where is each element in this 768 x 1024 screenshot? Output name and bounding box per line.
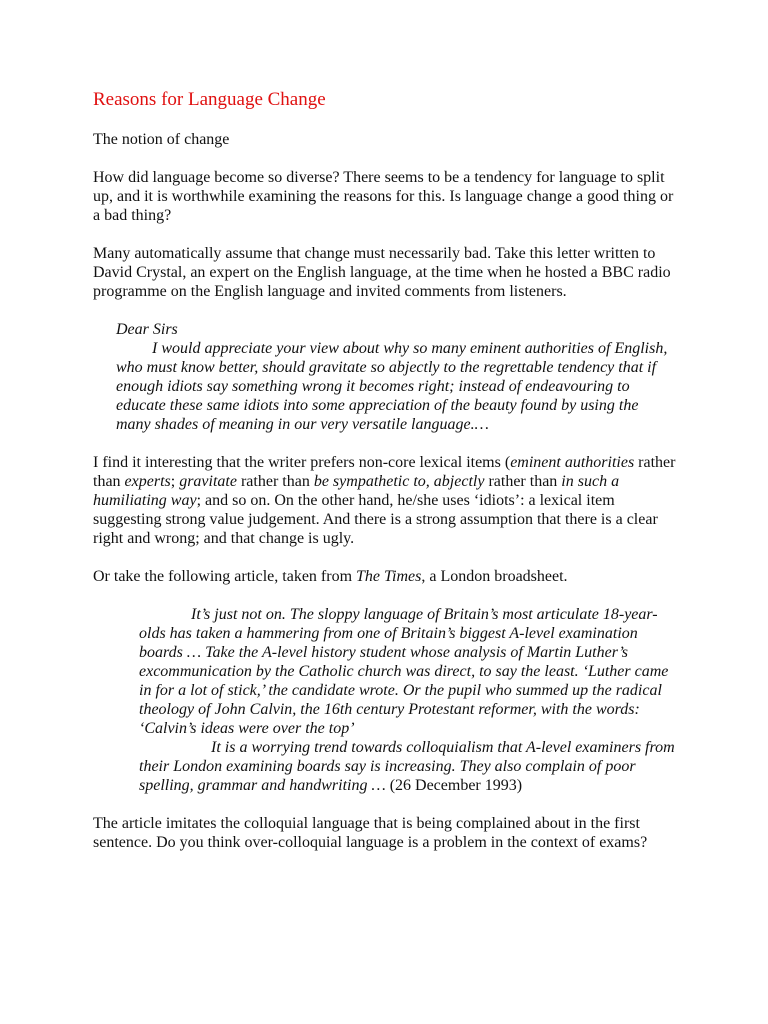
newspaper-name: The Times bbox=[356, 568, 422, 585]
letter-quote bbox=[116, 320, 676, 434]
analysis-italic: in such a humiliating way bbox=[93, 473, 620, 509]
analysis-italic: eminent authorities bbox=[510, 454, 635, 471]
article-text: It’s just not on. The sloppy language of Britain’s most articulate 18-year-olds has taken a hammering from one of Britain’s biggest A-level examination boards … Take the A-level history student whose analysis of Martin Luther’s excommunication by the Catholic church was direct, to say the least. ‘Luther came in for a lot of stick,’ the candidate wrote. Or the pupil who summed up the radical theology of John Calvin, the 16th century Protestant reformer, with the words: ‘Calvin’s ideas were over the top’ bbox=[139, 606, 669, 737]
letter-salutation: Dear Sirs bbox=[116, 321, 178, 338]
analysis-text: ; bbox=[170, 473, 180, 490]
analysis-text: rather than bbox=[484, 473, 562, 490]
article-intro-text: Or take the following article, taken from bbox=[93, 568, 357, 585]
analysis-text: rather than bbox=[236, 473, 314, 490]
analysis-text: I find it interesting that the writer prefers non-core lexical items ( bbox=[93, 454, 511, 471]
letter-body: I would appreciate your view about why so many eminent authorities of English, who must know better, should gravitate so abjectly to the regrettable tendency that if enough idiots say something wrong it becomes right; instead of endeavouring to educate these same idiots into some appreciation of the beauty found by using the many shades of meaning in our very versatile language.… bbox=[116, 340, 668, 433]
analysis-text: ; and so on. On the other hand, he/she uses ‘idiots’: a lexical item suggesting strong value judgement. And there is a strong assumption that there is a clear right and wrong; and that change is ugly. bbox=[93, 492, 658, 547]
paragraph-letter-context: Many automatically assume that change must necessarily bad. Take this letter written to David Crystal, an expert on the English language, at the time when he hosted a BBC radio programme on the English language and invited comments from listeners. bbox=[93, 245, 671, 300]
analysis-italic: be sympathetic to, abjectly bbox=[313, 473, 485, 490]
article-paragraph-2 bbox=[139, 738, 677, 795]
article-quote bbox=[139, 605, 677, 795]
subheading: The notion of change bbox=[93, 131, 230, 148]
analysis-text: rather than bbox=[93, 454, 676, 490]
article-text: It is a worrying trend towards colloquialism that A-level examiners from their London examining boards say is increasing. They also complain of poor spelling, grammar and handwriting … bbox=[139, 739, 675, 794]
paragraph-article-intro bbox=[93, 567, 683, 586]
paragraph-conclusion: The article imitates the colloquial language that is being complained about in the first sentence. Do you think over-colloquial language is a problem in the context of exams? bbox=[93, 815, 648, 851]
paragraph-analysis bbox=[93, 453, 683, 548]
article-date: (26 December 1993) bbox=[385, 777, 523, 794]
paragraph-intro: How did language become so diverse? There seems to be a tendency for language to split up, and it is worthwhile examining the reasons for this. Is language change a good thing or a bad thing? bbox=[93, 169, 674, 224]
article-intro-text: , a London broadsheet. bbox=[421, 568, 568, 585]
analysis-italic: gravitate bbox=[179, 473, 237, 490]
document-content bbox=[93, 88, 683, 871]
page-title: Reasons for Language Change bbox=[93, 89, 326, 110]
analysis-italic: experts bbox=[124, 473, 171, 490]
letter-body-wrapper bbox=[116, 339, 676, 434]
article-paragraph-1 bbox=[139, 605, 677, 738]
